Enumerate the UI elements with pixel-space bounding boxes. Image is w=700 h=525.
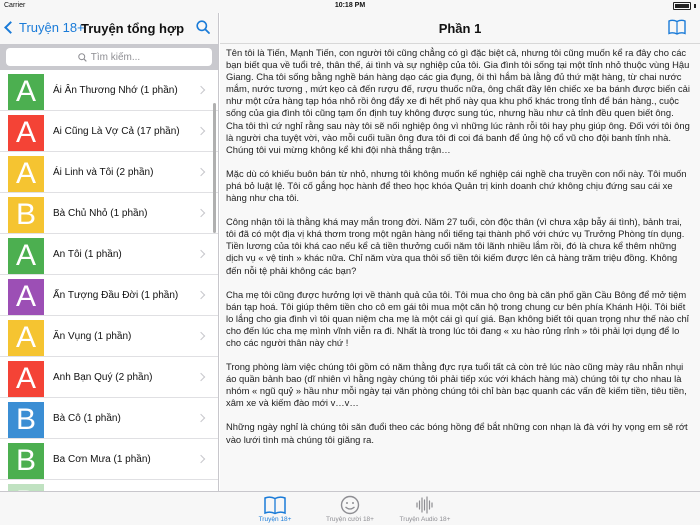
- story-title: Anh Bạn Quý (2 phần): [53, 371, 153, 383]
- carrier-label: Carrier: [4, 2, 26, 9]
- letter-tile-icon: A: [8, 238, 44, 274]
- status-time: 10:18 PM: [334, 2, 366, 9]
- story-list-item[interactable]: [0, 111, 218, 152]
- letter-tile-icon: A: [8, 156, 44, 192]
- story-list-item[interactable]: [0, 234, 218, 275]
- chevron-right-icon: [197, 414, 205, 422]
- chevron-right-icon: [197, 86, 205, 94]
- chevron-right-icon: [197, 250, 205, 258]
- letter-tile-icon: B: [8, 443, 44, 479]
- scrollbar[interactable]: [213, 103, 216, 233]
- story-title: Ái Linh và Tôi (2 phần): [53, 166, 154, 178]
- audio-wave-icon: [414, 495, 436, 515]
- story-text[interactable]: [226, 47, 692, 487]
- story-list-item[interactable]: [0, 70, 218, 111]
- left-navbar: [0, 13, 218, 44]
- story-list-item[interactable]: [0, 398, 218, 439]
- story-title: Ái Ân Thương Nhớ (1 phần): [53, 84, 178, 96]
- letter-tile-icon: A: [8, 74, 44, 110]
- tab-truyen-cuoi-18[interactable]: [315, 495, 385, 523]
- story-paragraph: Mặc dù có khiếu buôn bán từ nhỏ, nhưng tôi không muốn kế nghiệp cái nghề cha truyền con nối này. Tôi muốn phá bỏ luật lệ. Tôi cố gắng học hành để theo học khóa Quản trị kinh doanh chứ không chịu đứng sau cái xe hàng như cha tôi.: [226, 167, 687, 204]
- search-placeholder: Tìm kiếm...: [90, 51, 141, 63]
- letter-tile-icon: A: [8, 279, 44, 315]
- story-list-item[interactable]: [0, 152, 218, 193]
- search-bar: [0, 44, 218, 70]
- tab-label: Truyện 18+: [258, 516, 292, 523]
- story-list-item[interactable]: [0, 357, 218, 398]
- tab-truyen-18[interactable]: [240, 495, 310, 523]
- chevron-right-icon: [197, 168, 205, 176]
- story-title: Ăn Vụng (1 phần): [53, 330, 132, 342]
- chevron-right-icon: [197, 209, 205, 217]
- search-icon[interactable]: [196, 20, 210, 34]
- story-list: [0, 70, 218, 521]
- letter-tile-icon: B: [8, 197, 44, 233]
- right-navbar: [220, 13, 700, 44]
- search-input[interactable]: [6, 48, 212, 66]
- smiley-icon: [339, 495, 361, 515]
- story-title: Bà Cô (1 phần): [53, 412, 121, 424]
- story-list-pane: [0, 13, 219, 491]
- chevron-right-icon: [197, 291, 205, 299]
- letter-tile-icon: A: [8, 115, 44, 151]
- chevron-right-icon: [197, 127, 205, 135]
- story-paragraph: Công nhận tôi là thằng khá may mắn trong đời. Năm 27 tuổi, còn độc thân (vì chưa xập bẫy ái tình), bảnh trai, tôi đã có một địa vị khá thơm trong một ngân hàng nổi tiếng tại thành phố với chức vụ Trưởng Phòng tín dụng. Tiền lương của tôi khá cao nếu kể cả tiền thưởng cuối năm tôi lãnh nhiều lắm rồi, đó là chưa kể thêm những dịch vụ « vệ tinh » khác nữa. Chỉ năm vừa qua thôi số tiền tôi kiếm được lên cả hàng trăm triệu đồng. Không đến nỗi tệ phải không các bạn?: [226, 216, 685, 276]
- story-paragraph: Những ngày nghỉ là chúng tôi săn đuổi theo các bóng hồng để bắt những con nhạn là đà với hy vọng em sẽ rớt vào lưới tình mà chúng tôi giăng ra.: [226, 421, 688, 445]
- story-list-item[interactable]: [0, 316, 218, 357]
- story-paragraph: Cha mẹ tôi cũng được hưởng lợi về thành quả của tôi. Tôi mua cho ông bà căn phố gần Cầu Bông để mở tiệm bán tạp hoá. Tôi giúp thêm tiền cho cô em gái tôi mua một căn hộ trong chung cư bên phía Khánh Hội. Tôi biết lo lắng cho gia đình vì tôi quan niệm cha mẹ là một cái gì quí giá. Bạn không biết tôi quan trọng như thế nào chỉ cho đến lúc cha mẹ mình vĩnh viễn ra đi. Nhất là trong lúc tôi đang « xu hào rủng rỉnh » tôi phải lợi dụng để lo cho các người thân này chứ !: [226, 288, 689, 348]
- story-paragraph: Tên tôi là Tiến, Mạnh Tiến, con người tôi cũng chẳng có gì đặc biệt cả, nhưng tôi cũng muốn kể ra đây cho các bạn biết qua về tuổi trẻ, thân thế, ái tình và sự nghiệp của tôi. Gia đình tôi sống tại một tỉnh nhỏ thuộc vùng Hậu Giang. Cha tôi sống bằng nghề bán hàng dạo các gia đụng, ôi thì hắm bà lằng đủ thứ mặt hàng, từ chai nước mắm, nước tương , mứt kẹo cả đến rượu đế, rượu thuốc nữa, ông chất đầy lên chiếc xe ba bánh được biến cải như một cửa hàng tạp hóa nhỏ rồi ông đẩy xe đi hết phố này qua khu phố khác trong tỉnh để bán hàng., cuộc sống của gia đình tôi cũng tạm ổn định tuy không được sung túc, nhưng hầu như cả tỉnh đều quen biết ông. Cha tôi thì cứ nghỉ rằng sau này tôi sẽ nối nghiệp ông vì những lúc rảnh rỗi tôi hay phụ giúp ông. Đối với tôi ông là người cha tuyệt vời, vào mỗi cuối tuần ông đưa tôi đi coi đá banh để ủng hộ cổ vũ cho đội banh tỉnh nhà. Chúng tôi vui mừng không kể khi đội nhà thắng trận…: [226, 47, 690, 155]
- story-title: Ai Cũng Là Vợ Cả (17 phần): [53, 125, 180, 137]
- tab-bar: [0, 491, 700, 525]
- story-list-item[interactable]: [0, 275, 218, 316]
- book-icon[interactable]: [668, 19, 686, 35]
- story-title: Bà Chủ Nhỏ (1 phần): [53, 207, 148, 219]
- story-list-item[interactable]: [0, 439, 218, 480]
- letter-tile-icon: A: [8, 361, 44, 397]
- reader-pane: [220, 13, 700, 491]
- chevron-right-icon: [197, 373, 205, 381]
- chevron-left-icon: [4, 21, 17, 34]
- chevron-right-icon: [197, 332, 205, 340]
- book-icon: [264, 495, 286, 515]
- story-title: Ấn Tượng Đầu Đời (1 phần): [53, 289, 179, 301]
- story-paragraph: Trong phòng làm việc chúng tôi gồm có năm thằng đực rựa tuổi tất cả còn trẻ lúc nào cũng mày râu nhẵn nhụi áo quần bảnh bao (dĩ nhiên vì hằng ngày chúng tôi phải tiếp xúc với khách hàng mà) chúng tôi tự cho nhau là nhóm « ngũ quỷ » hầu như mỗi ngày tại văn phòng chúng tôi chỉ bàn bạc quanh các vấn đề kiếm tiền, tiêu tiền, xâm xe và kiếm đào mới v…v…: [226, 361, 687, 409]
- story-title: Ba Cơn Mưa (1 phần): [53, 453, 151, 465]
- tab-label: Truyện cười 18+: [326, 516, 374, 523]
- letter-tile-icon: B: [8, 402, 44, 438]
- tab-truyen-audio-18[interactable]: [390, 495, 460, 523]
- chapter-title: Phần 1: [438, 21, 482, 36]
- tab-label: Truyện Audio 18+: [399, 516, 451, 523]
- letter-tile-icon: A: [8, 320, 44, 356]
- status-bar: [0, 0, 700, 13]
- back-button-label: Truyện 18+: [19, 20, 85, 35]
- list-title: Truyện tổng hợp: [81, 21, 185, 36]
- battery-icon: [673, 2, 696, 10]
- search-field-icon: [78, 53, 87, 62]
- story-list-item[interactable]: [0, 193, 218, 234]
- story-title: An Tôi (1 phần): [53, 248, 122, 260]
- back-button[interactable]: [6, 20, 85, 35]
- chevron-right-icon: [197, 455, 205, 463]
